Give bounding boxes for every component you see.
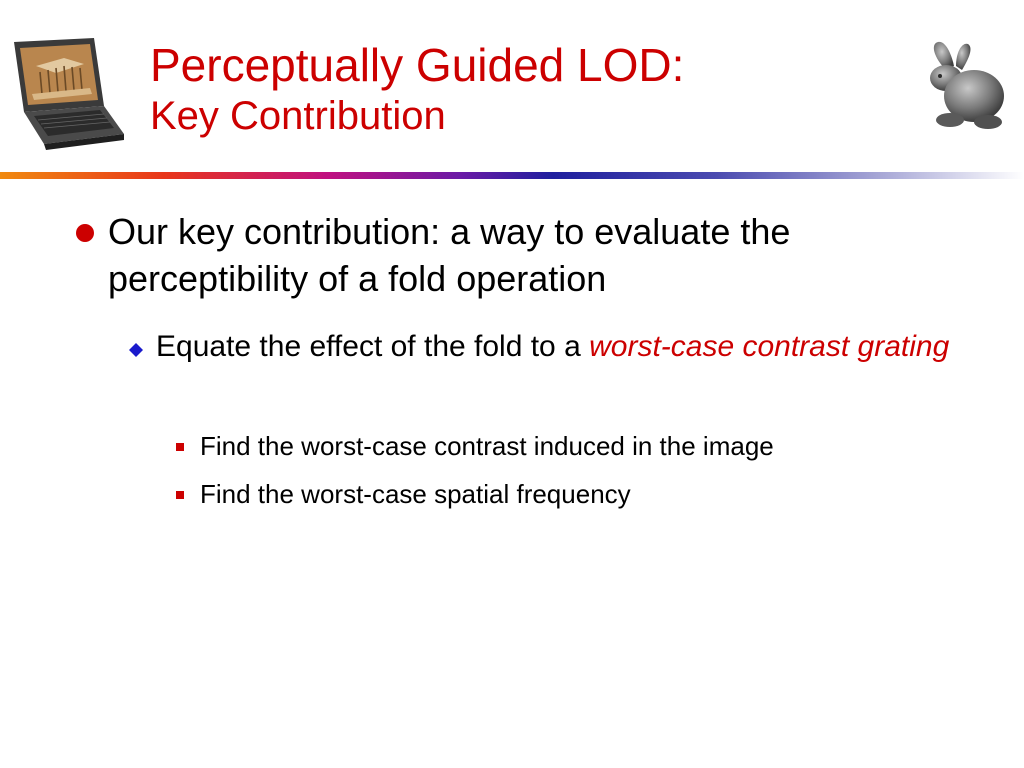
title-line-2: Key Contribution <box>150 94 446 138</box>
laptop-icon <box>6 36 128 150</box>
title-line-1: Perceptually Guided LOD: <box>150 39 685 91</box>
bullet-level2 <box>156 325 956 369</box>
slide-title <box>150 38 684 140</box>
bullet-level2-text: Equate the effect of the fold to a <box>156 330 590 363</box>
square-bullet-icon <box>176 443 184 451</box>
bunny-icon <box>916 40 1008 132</box>
bullet-level1: Our key contribution: a way to evaluate the perceptibility of a fold operation <box>108 211 791 299</box>
diamond-bullet-icon <box>128 342 144 358</box>
bullet-level3-item: Find the worst-case spatial frequency <box>200 479 631 509</box>
bullet-level3-item: Find the worst-case contrast induced in the image <box>200 431 774 461</box>
bullet-level2-emphasis: worst-case contrast grating <box>589 330 950 363</box>
title-divider <box>0 172 1024 179</box>
square-bullet-icon <box>176 491 184 499</box>
bullet-dot-icon <box>76 224 94 242</box>
